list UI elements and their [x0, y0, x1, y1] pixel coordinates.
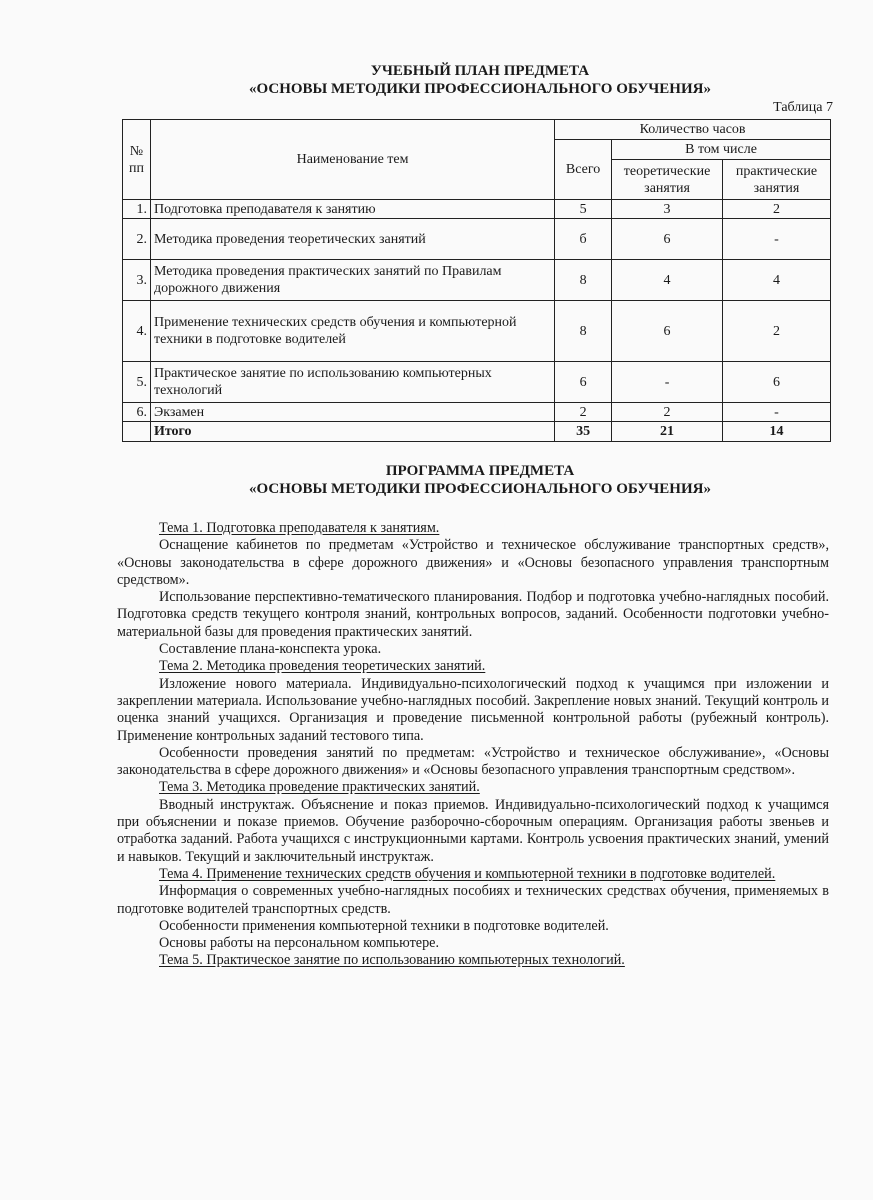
theme-4-title: Тема 4. Применение технических средств обучения и компьютерной техники в подготовке водителей.: [159, 865, 776, 882]
row-total: 6: [555, 362, 612, 403]
theme-1-paragraph: Использование перспективно-тематического планирования. Подбор и подготовка учебно-наглядных пособий. Подготовка средств текущего контроля знаний, контрольных вопросов, заданий. Особенности подготовки учебно-материальной базы для проведения практических занятий.: [117, 589, 829, 640]
study-plan-table: [122, 119, 831, 442]
row-total: б: [555, 219, 612, 260]
plan-title: [120, 62, 840, 98]
program-title-line2: «ОСНОВЫ МЕТОДИКИ ПРОФЕССИОНАЛЬНОГО ОБУЧЕНИЯ»: [249, 481, 711, 497]
total-number: [123, 422, 151, 442]
table-row: [123, 362, 831, 403]
header-practice: практические занятия: [723, 160, 831, 200]
table-row: [123, 200, 831, 219]
theme-5-title: Тема 5. Практическое занятие по использованию компьютерных технологий.: [159, 952, 625, 969]
header-hours: Количество часов: [555, 120, 831, 140]
theme-4-paragraph: Основы работы на персональном компьютере.: [159, 935, 440, 952]
row-practice: 6: [723, 362, 831, 403]
total-hours: 35: [555, 422, 612, 442]
row-practice: 2: [723, 301, 831, 362]
row-theory: 2: [612, 403, 723, 422]
theme-2-title: Тема 2. Методика проведения теоретических занятий.: [159, 658, 486, 675]
program-title: [120, 462, 840, 498]
plan-title-line1: УЧЕБНЫЙ ПЛАН ПРЕДМЕТА: [370, 63, 590, 79]
row-topic: Экзамен: [150, 403, 554, 422]
table-row: [123, 219, 831, 260]
row-number: 5.: [123, 362, 151, 403]
row-topic: Применение технических средств обучения и компьютерной техники в подготовке водителей: [150, 301, 554, 362]
theme-3-title: Тема 3. Методика проведение практических занятий.: [159, 779, 480, 796]
table-label: Таблица 7: [773, 100, 833, 115]
table-row: [123, 403, 831, 422]
row-total: 8: [555, 260, 612, 301]
row-theory: 4: [612, 260, 723, 301]
header-total: Всего: [555, 140, 612, 200]
row-theory: -: [612, 362, 723, 403]
row-theory: 6: [612, 301, 723, 362]
theme-2-paragraph: Изложение нового материала. Индивидуально-психологический подход к учащимся при изложении и закреплении материала. Использование учебно-наглядных пособий. Закрепление новых знаний. Текущий контроль и оценка знаний учащихся. Организация и проведение письменной контрольной работы (рубежный контроль). Применение контрольных заданий тестового типа.: [117, 675, 829, 744]
table-total-row: [123, 422, 831, 442]
table-row: [123, 260, 831, 301]
row-total: 8: [555, 301, 612, 362]
row-topic: Практическое занятие по использованию компьютерных технологий: [150, 362, 554, 403]
row-practice: 4: [723, 260, 831, 301]
row-theory: 6: [612, 219, 723, 260]
program-title-line1: ПРОГРАММА ПРЕДМЕТА: [385, 463, 575, 479]
theme-1-title: Тема 1. Подготовка преподавателя к занятиям.: [159, 520, 440, 536]
program-body: [117, 520, 829, 970]
row-number: 2.: [123, 219, 151, 260]
total-practice: 14: [723, 422, 831, 442]
row-topic: Методика проведения практических занятий по Правилам дорожного движения: [150, 260, 554, 301]
row-total: 2: [555, 403, 612, 422]
row-total: 5: [555, 200, 612, 219]
header-including: В том числе: [612, 140, 831, 160]
plan-title-line2: «ОСНОВЫ МЕТОДИКИ ПРОФЕССИОНАЛЬНОГО ОБУЧЕНИЯ»: [249, 81, 711, 97]
theme-1-paragraph: Оснащение кабинетов по предметам «Устройство и техническое обслуживание транспортных средств», «Основы законодательства в сфере дорожного движения» и «Основы безопасного управления транспортным средством».: [117, 537, 829, 588]
row-practice: -: [723, 219, 831, 260]
theme-4-paragraph: Информация о современных учебно-наглядных пособиях и технических средствах обучения, применяемых в подготовке водителей транспортных средств.: [117, 883, 829, 917]
table-row: [123, 301, 831, 362]
row-number: 6.: [123, 403, 151, 422]
header-name: Наименование тем: [150, 120, 554, 200]
theme-3-paragraph: Вводный инструктаж. Объяснение и показ приемов. Индивидуально-психологический подход к учащимся при объяснении и показе приемов. Обучение разборочно-сборочным операциям. Организация работы звеньев и отработка заданий. Работа учащихся с инструкционными картами. Контроль усвоения практических знаний, умений и навыков. Текущий и заключительный инструктаж.: [117, 796, 829, 865]
row-number: 4.: [123, 301, 151, 362]
theme-1-paragraph: Составление плана-конспекта урока.: [159, 641, 382, 658]
row-practice: 2: [723, 200, 831, 219]
total-label: Итого: [150, 422, 554, 442]
theme-2-paragraph: Особенности проведения занятий по предметам: «Устройство и техническое обслуживание», «Основы законодательства в сфере дорожного движения» и «Основы безопасного управления транспортным средством».: [117, 744, 829, 779]
row-number: 1.: [123, 200, 151, 219]
row-theory: 3: [612, 200, 723, 219]
row-practice: -: [723, 403, 831, 422]
total-theory: 21: [612, 422, 723, 442]
header-num: № пп: [123, 120, 151, 200]
theme-4-paragraph: Особенности применения компьютерной техники в подготовке водителей.: [159, 917, 609, 934]
row-number: 3.: [123, 260, 151, 301]
row-topic: Методика проведения теоретических занятий: [150, 219, 554, 260]
row-topic: Подготовка преподавателя к занятию: [150, 200, 554, 219]
header-theory: теоретические занятия: [612, 160, 723, 200]
